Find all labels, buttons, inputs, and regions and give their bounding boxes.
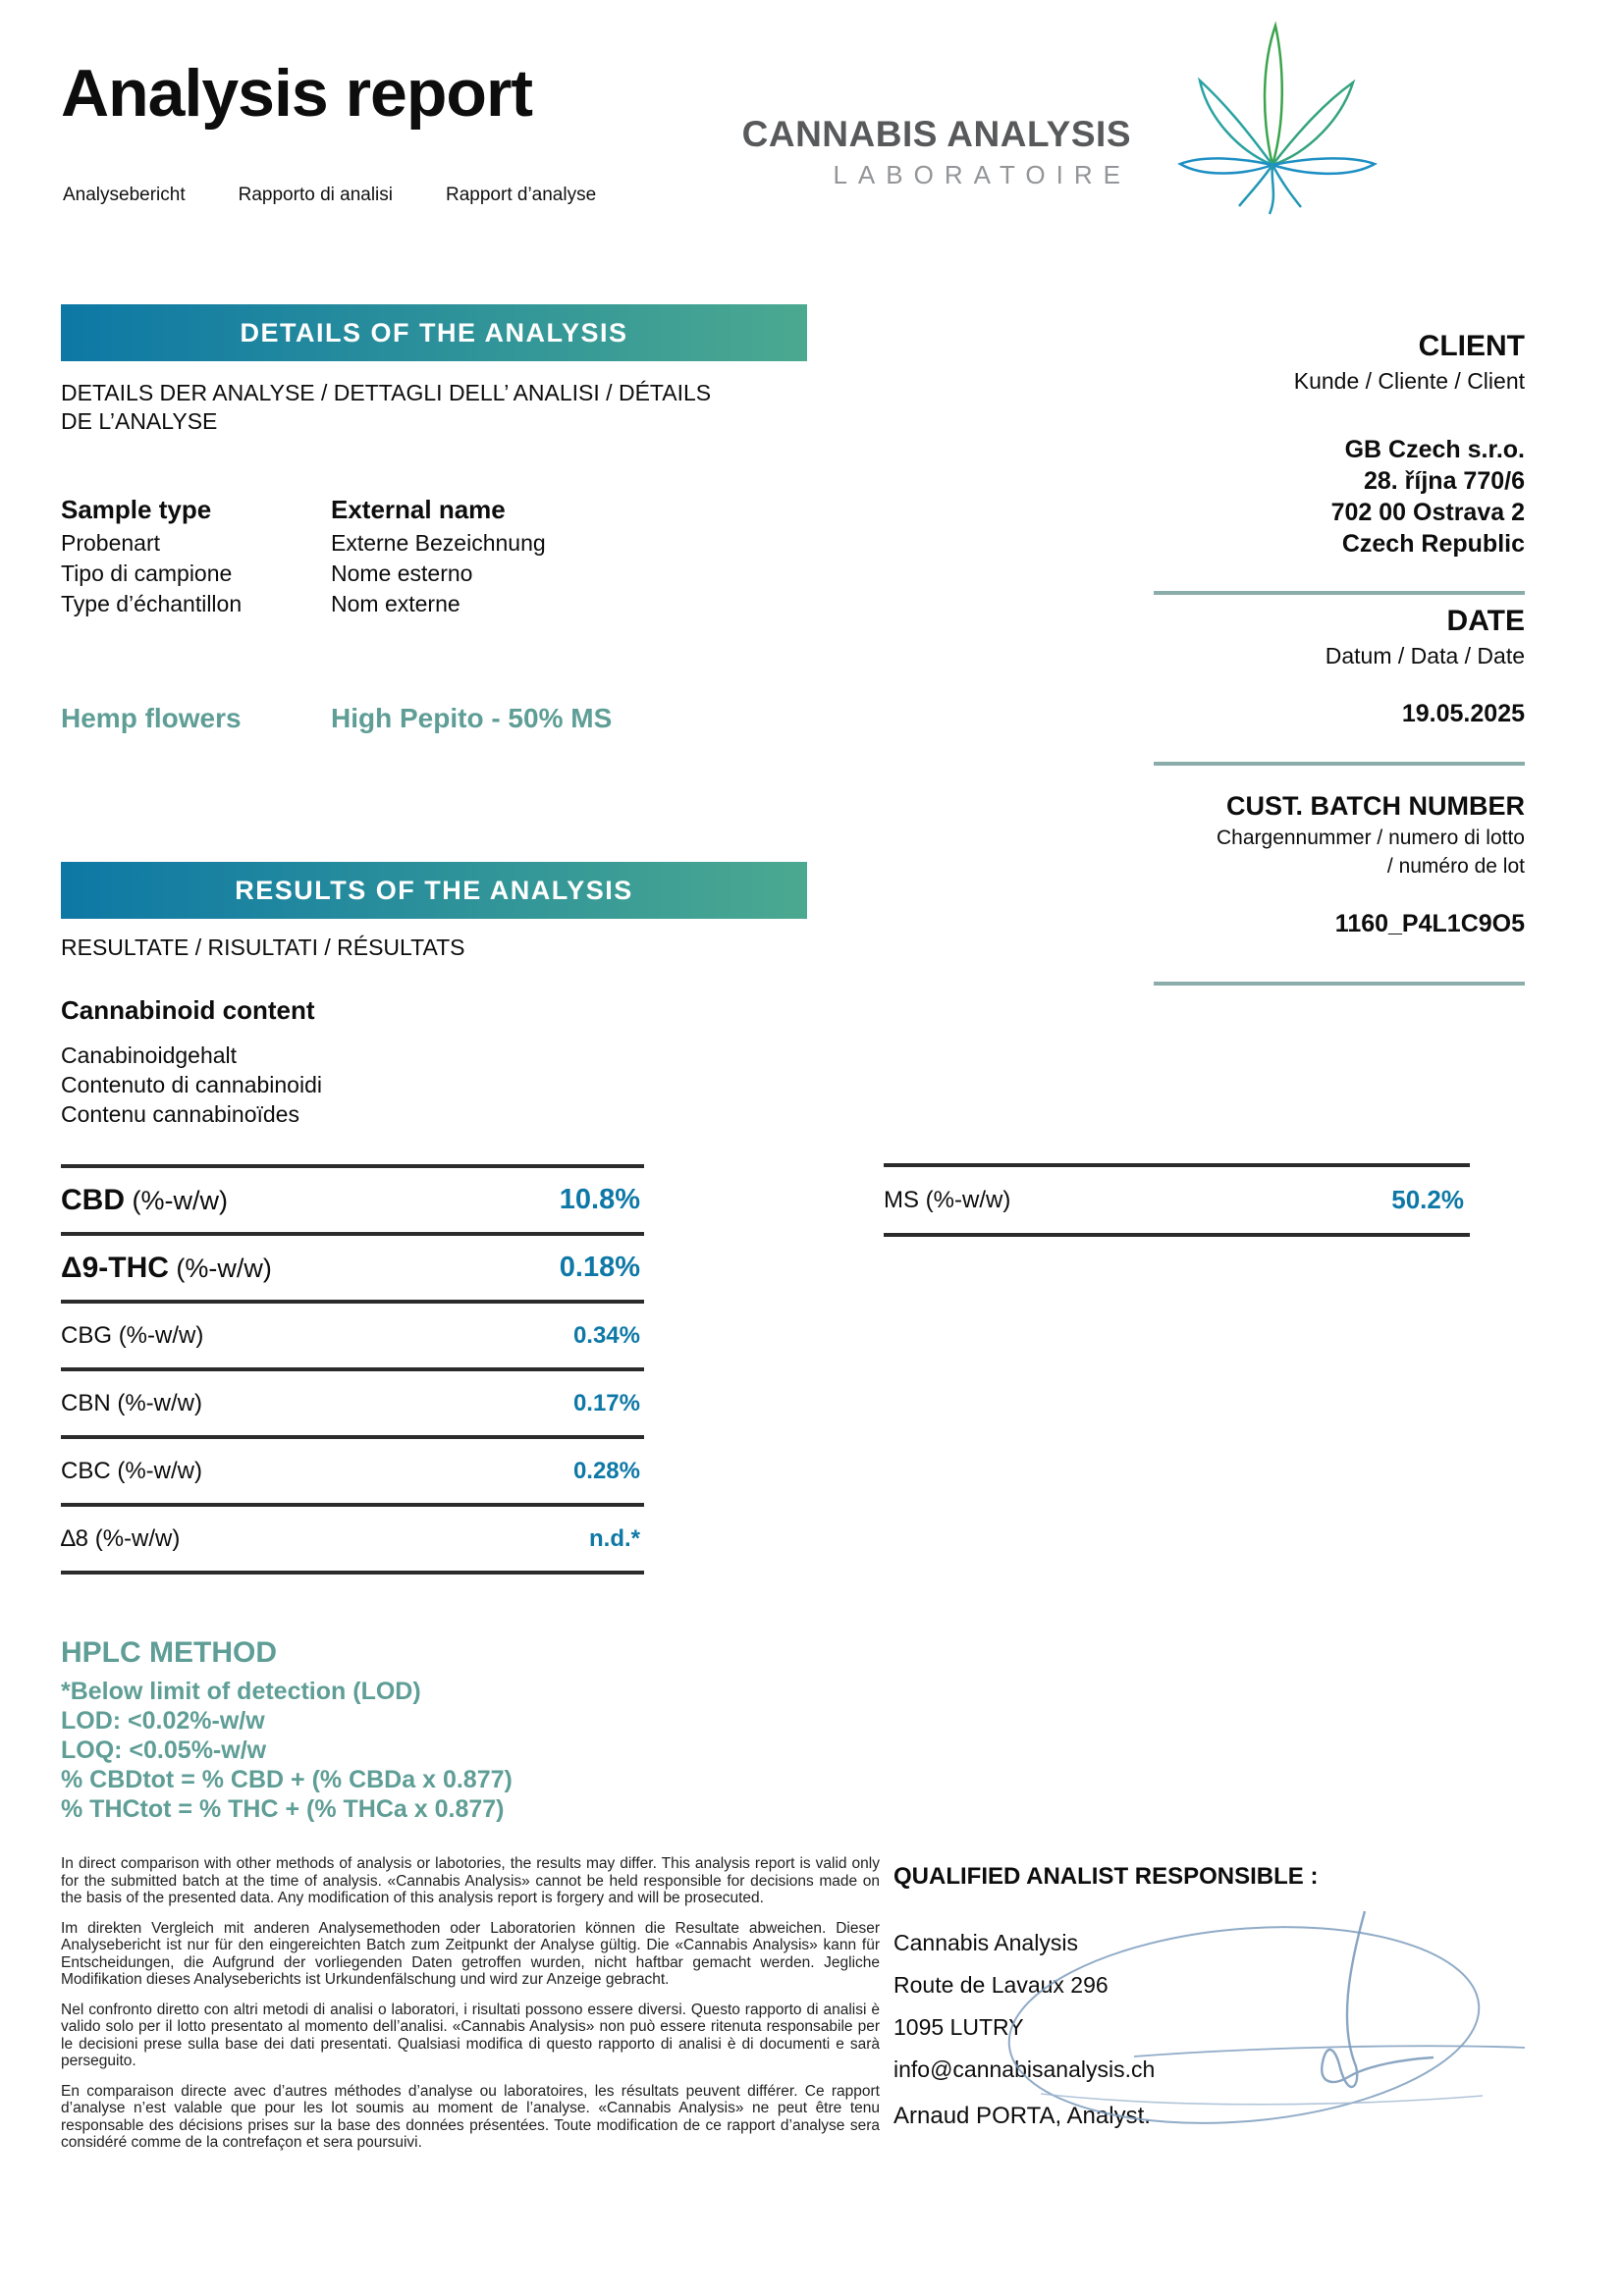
details-section-header — [61, 304, 807, 361]
cannabinoid-content-translations — [61, 1041, 322, 1129]
lab-address-line: Route de Lavaux 296 — [893, 1972, 1109, 1998]
cannabinoid-results-table — [61, 1164, 644, 1575]
compound-label — [61, 1525, 180, 1553]
table-row — [61, 1300, 644, 1367]
lab-address-line: info@cannabisanalysis.ch — [893, 2056, 1156, 2082]
cannabinoid-content-translation: Contenuto di cannabinoidi — [61, 1072, 322, 1097]
hplc-method-title: HPLC METHOD — [61, 1636, 277, 1669]
disclaimer-en: In direct comparison with other methods of analysis or labotories, the results may differ. This analysis report is valid only for the submitted batch at the time of analysis. «Cannabis Analysis» cannot be held responsible for decisions made on the basis of the presented data. Any modification of this analysis report is forgery and will be prosecuted. — [61, 1855, 880, 1906]
hplc-method-line: % THCtot = % THC + (% THCa x 0.877) — [61, 1795, 505, 1823]
hplc-method-block — [61, 1635, 513, 1824]
external-name-field — [331, 493, 546, 619]
batch-subheading-2: / numéro de lot — [1386, 855, 1525, 878]
compound-value: 0.28% — [572, 1457, 640, 1484]
hplc-method-line: % CBDtot = % CBD + (% CBDa x 0.877) — [61, 1766, 513, 1793]
compound-label — [61, 1322, 203, 1350]
hplc-method-line: LOD: <0.02%-w/w — [61, 1707, 265, 1735]
external-name-translations — [331, 528, 546, 619]
sample-type-translations — [61, 528, 242, 619]
compound-value: n.d.* — [589, 1524, 640, 1552]
client-address-line: 702 00 Ostrava 2 — [1330, 499, 1525, 526]
table-row — [61, 1435, 644, 1503]
compound-unit: (%-w/w) — [176, 1253, 272, 1283]
cannabinoid-content-translation: Canabinoidgehalt — [61, 1042, 238, 1068]
lab-logo-subname: LABORATOIRE — [833, 160, 1131, 189]
client-address-line: Czech Republic — [1341, 530, 1525, 558]
results-section-header — [61, 862, 807, 919]
hplc-method-line: LOQ: <0.05%-w/w — [61, 1736, 267, 1764]
lab-address-line: Cannabis Analysis — [893, 1930, 1078, 1955]
compound-name: Δ9-THC — [61, 1251, 169, 1284]
client-address-line: GB Czech s.r.o. — [1344, 436, 1525, 463]
table-row — [61, 1232, 644, 1300]
lab-logo-name: CANNABIS ANALYSIS — [741, 114, 1131, 154]
compound-name: CBD — [61, 1183, 125, 1216]
external-name-translation: Externe Bezeichnung — [331, 530, 546, 556]
ms-value: 50.2% — [1391, 1185, 1464, 1214]
disclaimer-block — [61, 1855, 880, 2164]
disclaimer-it: Nel confronto diretto con altri metodi di analisi o laboratori, i risultati possono essere diversi. Questo rapporto di analisi è valido solo per il lotto presentato al momento dell’analisi. «Cannabis Analysis» non può essere ritenuta responsabile per le decisioni prese sulla base dei dati presentati. Qualsiasi modifica di questo rapporto di analisi è di documenti e sarà perseguito. — [61, 2001, 880, 2069]
external-name-translation: Nome esterno — [331, 561, 473, 586]
disclaimer-de: Im direkten Vergleich mit anderen Analysemethoden oder Laboratorien können die Resultate abweichen. Dieser Analysebericht ist nur für den eingereichten Batch zum Zeitpunkt der Analyse gültig. Die «Cannabis Analysis» kann für Entscheidungen, die Aufgrund der vorliegenden Daten getroffen wurden, nicht haftbar gemacht werden. Jegliche Modifikation dieses Analyseberichts ist Urkundenfälschung und wird zur Anzeige gebracht. — [61, 1919, 880, 1988]
compound-unit: (%-w/w) — [132, 1185, 228, 1215]
sample-type-value: Hemp flowers — [61, 703, 242, 733]
ms-compound-unit: (%-w/w) — [925, 1186, 1011, 1213]
sample-type-translation: Tipo di campione — [61, 561, 233, 586]
page-subtitle: Rapport d’analyse — [446, 185, 597, 205]
client-address-line: 28. října 770/6 — [1363, 467, 1525, 495]
sample-type-label: Sample type — [61, 495, 212, 524]
cannabinoid-content-translation: Contenu cannabinoïdes — [61, 1101, 299, 1127]
compound-unit: (%-w/w) — [117, 1457, 202, 1484]
table-row — [61, 1367, 644, 1435]
hplc-method-line: *Below limit of detection (LOD) — [61, 1678, 421, 1705]
external-name-value: High Pepito - 50% MS — [331, 703, 613, 733]
page-subtitles — [63, 185, 596, 206]
table-row — [61, 1164, 644, 1232]
table-row — [61, 1503, 644, 1571]
client-subheading: Kunde / Cliente / Client — [1293, 368, 1525, 394]
signatory-name: Arnaud PORTA, Analyst. — [893, 2103, 1151, 2129]
compound-name: CBC — [61, 1457, 111, 1484]
compound-value: 0.17% — [572, 1389, 640, 1416]
external-name-label: External name — [331, 495, 506, 524]
details-section-title: DETAILS OF THE ANALYSIS — [240, 317, 628, 347]
disclaimer-fr: En comparaison directe avec d’autres méthodes d’analyse ou laboratoires, les résultats peuvent différer. Ce rapport d’analyse n’est valable que pour les lot soumis au moment de l’analyse. «Cannabis Analysis» ne peut être tenu responsable des décisions prises sur la base des données présentées. Toute modification de ce rapport d’analyse sera considéré comme de la contrefaçon et sera poursuivi. — [61, 2082, 880, 2151]
client-panel — [1154, 330, 1525, 986]
ms-compound-name: MS — [884, 1186, 919, 1213]
panel-divider — [1154, 982, 1525, 986]
qualified-analyst-title: QUALIFIED ANALIST RESPONSIBLE : — [893, 1863, 1319, 1890]
batch-number-value: 1160_P4L1C9O5 — [1334, 910, 1525, 937]
compound-unit: (%-w/w) — [118, 1321, 204, 1349]
external-name-translation: Nom externe — [331, 591, 460, 616]
compound-label — [61, 1390, 202, 1417]
lab-address-line: 1095 LUTRY — [893, 2014, 1024, 2040]
page-title: Analysis report — [61, 56, 533, 131]
compound-name: CBG — [61, 1321, 113, 1349]
ms-label — [884, 1187, 1010, 1214]
sample-type-translation: Type d’échantillon — [61, 591, 243, 616]
panel-divider — [1154, 762, 1525, 766]
results-section-subtitle: RESULTATE / RISULTATI / RÉSULTATS — [61, 934, 465, 960]
sample-type-translation: Probenart — [61, 530, 161, 556]
moisture-solids-row — [884, 1163, 1470, 1237]
compound-value: 10.8% — [559, 1184, 640, 1215]
date-subheading: Datum / Data / Date — [1325, 643, 1525, 668]
compound-name: CBN — [61, 1389, 111, 1416]
compound-value: 0.34% — [572, 1321, 640, 1349]
client-heading: CLIENT — [1418, 330, 1525, 362]
compound-label — [61, 1184, 228, 1217]
cannabinoid-content-title: Cannabinoid content — [61, 995, 315, 1025]
compound-name: ∆8 — [61, 1524, 89, 1552]
panel-divider — [1154, 591, 1525, 595]
qualified-analyst-block — [893, 1863, 1542, 2130]
lab-logo — [589, 114, 1131, 190]
details-section-subtitle: DETAILS DER ANALYSE / DETTAGLI DELL’ ANALISI / DÉTAILS DE L’ANALYSE — [61, 380, 712, 434]
compound-label — [61, 1458, 202, 1485]
compound-unit: (%-w/w) — [94, 1524, 181, 1552]
page-subtitle: Analysebericht — [63, 185, 186, 205]
results-section-title: RESULTS OF THE ANALYSIS — [235, 875, 633, 905]
compound-value: 0.18% — [559, 1252, 640, 1283]
batch-subheading-1: Chargennummer / numero di lotto — [1217, 827, 1525, 849]
date-value: 19.05.2025 — [1401, 700, 1525, 727]
hplc-method-lines — [61, 1677, 513, 1824]
date-heading: DATE — [1446, 605, 1525, 637]
client-address — [1154, 434, 1525, 560]
sample-type-field — [61, 493, 242, 619]
cannabis-leaf-logo-icon — [1147, 20, 1412, 216]
batch-heading: CUST. BATCH NUMBER — [1226, 791, 1525, 821]
lab-address — [893, 1922, 1542, 2091]
page-subtitle: Rapporto di analisi — [238, 185, 393, 205]
compound-label — [61, 1252, 272, 1285]
compound-unit: (%-w/w) — [117, 1389, 202, 1416]
